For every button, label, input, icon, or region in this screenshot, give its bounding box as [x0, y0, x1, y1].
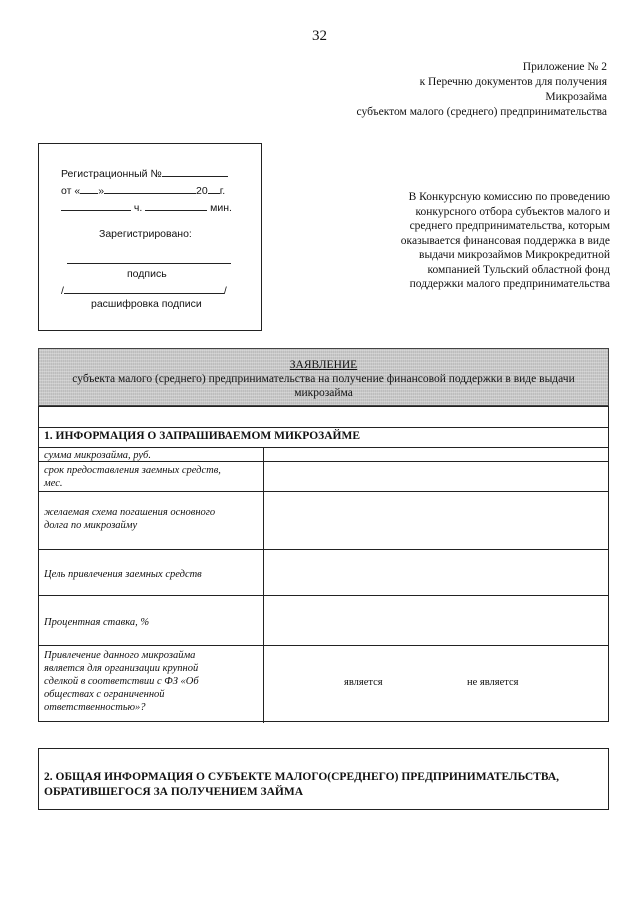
label-line: долга по микрозайму [44, 520, 138, 531]
label-line: обществах с ограниченной [44, 689, 165, 700]
table-row [39, 645, 608, 721]
registered-label: Зарегистрировано: [99, 228, 192, 240]
table-row [39, 595, 608, 645]
registration-box [38, 143, 262, 331]
title-heading: ЗАЯВЛЕНИЕ [289, 359, 358, 371]
signature-field[interactable] [67, 263, 231, 264]
day-field[interactable] [80, 183, 98, 194]
table-row [39, 461, 608, 491]
from-label: от « [61, 185, 81, 197]
addressee-line: среднего предпринимательства, которым [409, 220, 610, 232]
decode-label: расшифровка подписи [91, 298, 202, 310]
row-label [44, 464, 221, 490]
application-title [38, 348, 609, 406]
decode-field[interactable] [64, 283, 224, 294]
label-line: желаемая схема погашения основного [44, 507, 216, 518]
row-label: Цель привлечения заемных средств [44, 569, 202, 580]
month-field[interactable] [104, 183, 196, 194]
addressee-line: компанией Тульский областной фонд [427, 263, 610, 276]
row-label [44, 649, 199, 714]
year-label: 20 [196, 185, 208, 197]
reg-number-field[interactable] [162, 166, 228, 177]
label-line: мес. [44, 478, 63, 489]
year-field[interactable] [208, 183, 220, 194]
appendix-header [267, 60, 607, 120]
addressee-line: выдачи микрозаймов Микрокредитной [419, 249, 610, 261]
title-subline: субъекта малого (среднего) предпринимательства на получение финансовой поддержки в виде выдачи [72, 373, 575, 385]
table-row [39, 549, 608, 595]
table-row [39, 447, 608, 461]
reg-number-label: Регистрационный № [61, 168, 162, 180]
option-not-large-deal[interactable]: не является [467, 677, 519, 688]
label-line: срок предоставления заемных средств, [44, 465, 221, 476]
section2-heading-box [38, 748, 609, 810]
from-mid: » [98, 185, 105, 197]
section2-heading-line: 2. ОБЩАЯ ИНФОРМАЦИЯ О СУБЪЕКТЕ МАЛОГО(СРЕДНЕГО) ПРЕДПРИНИМАТЕЛЬСТВА, [44, 771, 560, 783]
section1-heading: 1. ИНФОРМАЦИЯ О ЗАПРАШИВАЕМОМ МИКРОЗАЙМЕ [44, 430, 361, 442]
section1-heading-row [39, 427, 608, 447]
hour-field[interactable] [61, 200, 131, 211]
row-label: сумма микрозайма, руб. [44, 450, 151, 461]
appendix-line: субъектом малого (среднего) предпринимательства [356, 106, 607, 118]
appendix-line: Приложение № 2 [522, 61, 607, 73]
decode-line: / / [61, 285, 227, 297]
reg-number-line [61, 166, 228, 180]
reg-date-line [61, 183, 225, 197]
section2-heading-line: ОБРАТИВШЕГОСЯ ЗА ПОЛУЧЕНИЕМ ЗАЙМА [44, 786, 304, 798]
page-number: 32 [312, 28, 327, 44]
microloan-info-table [38, 406, 609, 722]
appendix-line: к Перечню документов для получения [419, 76, 607, 88]
row-label: Процентная ставка, % [44, 617, 150, 628]
addressee-block [380, 190, 610, 292]
appendix-line: Микрозайма [545, 91, 607, 103]
minute-field[interactable] [145, 200, 207, 211]
label-line: ответственностью»? [44, 702, 146, 713]
minute-label: мин. [210, 202, 232, 214]
label-line: сделкой в соответствии с ФЗ «Об [44, 676, 199, 687]
row-label [44, 506, 215, 532]
title-subline: микрозайма [294, 387, 353, 399]
label-line: Привлечение данного микрозайма [44, 650, 196, 661]
addressee-line: поддержки малого предпринимательства [409, 278, 610, 290]
year-suffix: г. [219, 185, 226, 197]
addressee-line: В Конкурсную комиссию по проведению [408, 191, 610, 203]
option-is-large-deal[interactable]: является [344, 677, 383, 688]
addressee-line: оказывается финансовая поддержка в виде [400, 234, 610, 247]
hour-label: ч. [133, 202, 143, 214]
signature-label: подпись [127, 268, 167, 280]
label-line: является для организации крупной [44, 663, 199, 674]
reg-time-line [61, 200, 232, 214]
table-row [39, 491, 608, 549]
addressee-line: конкурсного отбора субъектов малого и [415, 205, 610, 218]
